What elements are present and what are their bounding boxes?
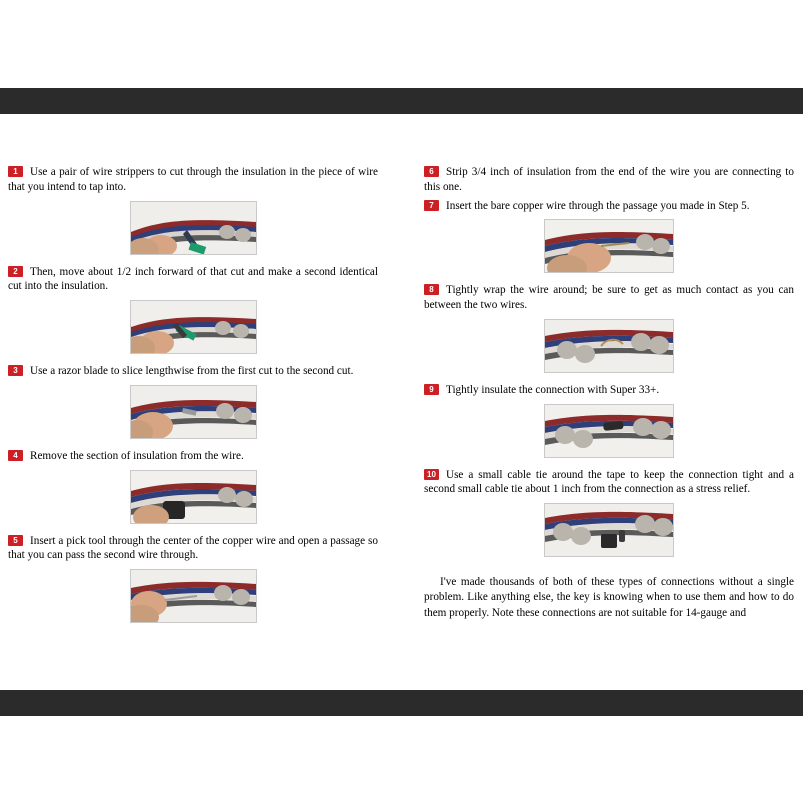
step-10-text	[424, 468, 794, 498]
step-4-badge: 4	[8, 450, 23, 461]
step-8	[424, 283, 794, 373]
tightly-wrap-wire-photo	[544, 319, 674, 373]
step-9-badge: 9	[424, 384, 439, 395]
step-3-body: Use a razor blade to slice lengthwise from the first cut to the second cut.	[30, 365, 354, 378]
second-identical-cut-photo	[130, 300, 257, 354]
razor-blade-slice-lengthwise-photo	[130, 385, 257, 439]
step-7-text	[424, 199, 794, 214]
step-5-badge: 5	[8, 535, 23, 546]
step-6-text	[424, 165, 794, 195]
step-7	[424, 199, 794, 274]
step-8-badge: 8	[424, 284, 439, 295]
step-6-badge: 6	[424, 166, 439, 177]
step-3-badge: 3	[8, 365, 23, 376]
step-2-text	[8, 265, 378, 295]
step-2-body: Then, move about 1/2 inch forward of that cut and make a second identical cut into the insulation.	[8, 265, 378, 293]
right-column	[424, 165, 794, 633]
step-1-body: Use a pair of wire strippers to cut through the insulation in the piece of wire that you intend to tap into.	[8, 166, 378, 193]
step-2	[8, 265, 378, 355]
step-7-badge: 7	[424, 200, 439, 211]
pick-tool-open-passage-photo	[130, 569, 257, 623]
top-banner-bar	[0, 88, 803, 114]
step-4-text	[8, 449, 378, 464]
step-8-text	[424, 283, 794, 313]
step-9	[424, 383, 794, 458]
insulate-with-super-33-photo	[544, 404, 674, 458]
step-4-body: Remove the section of insulation from the wire.	[30, 449, 244, 462]
cable-tie-stress-relief-photo	[544, 503, 674, 557]
step-10	[424, 468, 794, 558]
step-5-text	[8, 534, 378, 564]
step-9-body: Tightly insulate the connection with Super 33+.	[446, 383, 660, 396]
step-5	[8, 534, 378, 624]
step-4	[8, 449, 378, 524]
left-column	[8, 165, 378, 633]
step-1	[8, 165, 378, 255]
step-10-body: Use a small cable tie around the tape to keep the connection tight and a second small cable tie about 1 inch from the connection as a stress relief.	[424, 468, 794, 496]
step-7-body: Insert the bare copper wire through the passage you made in Step 5.	[446, 199, 750, 212]
insert-bare-copper-wire-photo	[544, 219, 674, 273]
step-10-badge: 10	[424, 469, 439, 480]
remove-insulation-section-photo	[130, 470, 257, 524]
step-8-body: Tightly wrap the wire around; be sure to get as much contact as you can between the two wires.	[424, 284, 794, 312]
two-column-body	[0, 165, 803, 633]
step-5-body: Insert a pick tool through the center of the copper wire and open a passage so that you can pass the second wire through.	[8, 534, 378, 562]
closing-paragraph: I've made thousands of both of these types of connections without a single problem. Like anything else, the key is knowing when to use them and how to do them properly. Note these connections are not suitable for 14-gauge and	[424, 576, 794, 619]
step-6-body: Strip 3/4 inch of insulation from the end of the wire you are connecting to this one.	[424, 166, 794, 193]
step-1-badge: 1	[8, 166, 23, 177]
bottom-banner-bar	[0, 690, 803, 716]
step-2-badge: 2	[8, 266, 23, 277]
step-3-text	[8, 364, 378, 379]
step-1-text	[8, 165, 378, 195]
step-6	[424, 165, 794, 195]
step-9-text	[424, 383, 794, 398]
step-3	[8, 364, 378, 439]
wire-strippers-cutting-insulation-photo	[130, 201, 257, 255]
